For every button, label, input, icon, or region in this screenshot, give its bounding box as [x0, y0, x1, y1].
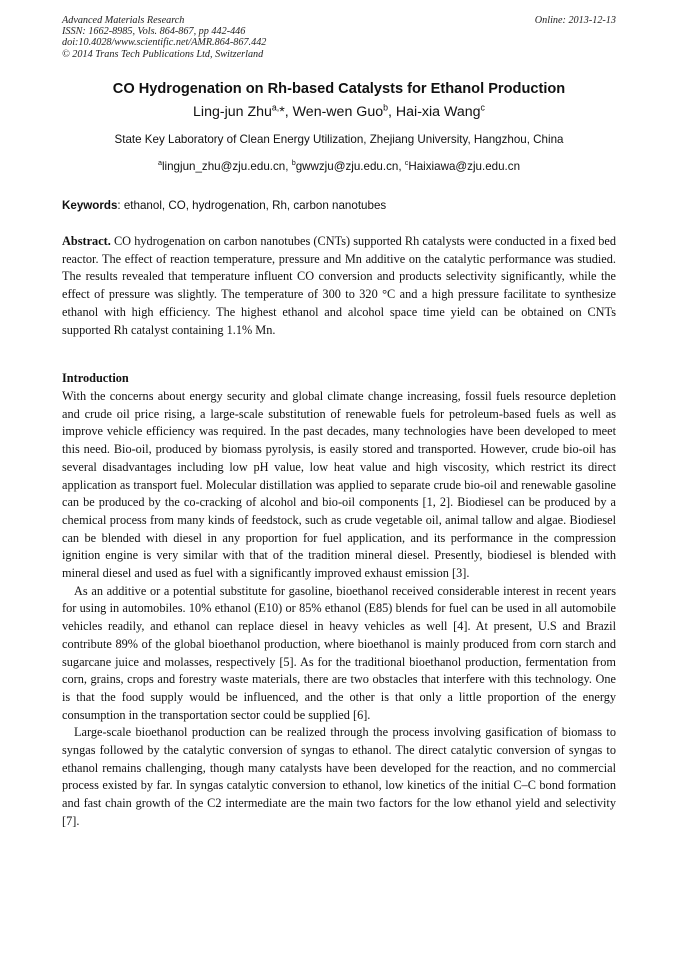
- paragraph: Large-scale bioethanol production can be realized through the process involving gasification of biomass to syngas followed by the catalytic conversion of syngas to ethanol. The direct catalytic conversion of syngas to ethanol remains challenging, though many catalysts have been developed for the reaction, and no commercial process existed by far. In syngas catalytic conversion to ethanol, low kinetics of the initial C–C bond formation and fast chain growth of the C2 intermediate are the main two factors for the low ethanol yield and selectivity [7].: [62, 725, 616, 828]
- email-superscript: b: [291, 158, 296, 168]
- introduction-body: [62, 388, 616, 831]
- author-superscript: b: [383, 102, 389, 113]
- author-list: [0, 104, 678, 120]
- author-name: Wen-wen Guo: [292, 104, 384, 120]
- copyright-line: © 2014 Trans Tech Publications Ltd, Switzerland: [62, 48, 264, 60]
- author-name: Ling-jun Zhu: [193, 104, 272, 120]
- author-name: Hai-xia Wang: [395, 104, 481, 120]
- keywords-text: : ethanol, CO, hydrogenation, Rh, carbon nanotubes: [117, 199, 387, 212]
- paper-title: CO Hydrogenation on Rh-based Catalysts for Ethanol Production: [112, 81, 566, 97]
- affiliation: State Key Laboratory of Clean Energy Utilization, Zhejiang University, Hangzhou, China: [114, 133, 564, 146]
- email-address: Haixiawa@zju.edu.cn: [408, 160, 521, 173]
- introduction-heading: Introduction: [62, 371, 129, 385]
- author-separator: ,: [284, 104, 293, 120]
- online-date: Online: 2013-12-13: [534, 15, 616, 26]
- email-superscript: c: [404, 158, 409, 168]
- author-superscript: c: [480, 102, 485, 113]
- abstract-label: Abstract.: [62, 234, 111, 248]
- keywords: [62, 199, 616, 212]
- corresponding-mark: *: [279, 104, 285, 120]
- keywords-label: Keywords: [62, 199, 118, 212]
- issn-line: ISSN: 1662-8985, Vols. 864-867, pp 442-446: [62, 26, 246, 38]
- email-address: lingjun_zhu@zju.edu.cn,: [161, 160, 292, 173]
- journal-header: [62, 15, 616, 60]
- abstract: [62, 233, 616, 339]
- journal-name: Advanced Materials Research: [62, 15, 185, 26]
- email-address: gwwzju@zju.edu.cn,: [295, 160, 405, 173]
- email-superscript: a: [157, 158, 162, 168]
- author-separator: ,: [388, 104, 396, 120]
- doi-line: doi:10.4028/www.scientific.net/AMR.864-867.442: [62, 37, 267, 49]
- paragraph: As an additive or a potential substitute for gasoline, bioethanol received considerable interest in recent years for using in automobiles. 10% ethanol (E10) or 85% ethanol (E85) blends for fuel can be used in all automobile vehicles readily, and ethanol can replace diesel in heavy vehicles as well [4]. At present, U.S and Brazil contribute 89% of the global bioethanol production, where bioethanol is mainly produced from corn starch and sugarcane juice and molasses, respectively [5]. As for the traditional bioethanol production, fermentation from corn, grains, crops and forestry waste materials, there are two obstacles that interfere with this technology. One is that the food supply would be influenced, and the other is that only a little proportion of the energy consumption in the transportation sector could be supplied [6].: [62, 583, 616, 722]
- email-list: [0, 160, 678, 173]
- paragraph: With the concerns about energy security and global climate change increasing, fossil fuels resource depletion and crude oil price rising, a large-scale substitution of renewable fuels for petroleum-based fuels as well as improve vehicle efficiency was required. In the past decades, many technologies have been developed to meet this need. Bio-oil, produced by biomass pyrolysis, is easily stored and transported. However, crude bio-oil has several disadvantages including low pH value, low heat value and high viscosity, which restrict its direct application as transport fuel. Molecular distillation was applied to separate crude bio-oil and renewable gasoline can be produced by the co-cracking of alcohol and bio-oil components [1, 2]. Biodiesel can be produced by a chemical process from many kinds of feedstock, such as crude vegetable oil, animal tallow and algae. Biodiesel can be blended with diesel in any proportion for fuel application, and its performance in the compression ignition engine is very similar with that of the tradition mineral diesel. Presently, biodiesel is blended with mineral diesel and used as fuel with a significantly improved exhaust emission [3].: [62, 389, 616, 581]
- author-superscript: a,: [271, 102, 280, 113]
- abstract-text: CO hydrogenation on carbon nanotubes (CNTs) supported Rh catalysts were conducted in a fixed bed reactor. The effect of reaction temperature, pressure and Mn additive on the catalytic performance was studied. The results revealed that temperature influent CO conversion and products selectivity significantly, while the effect of pressure was slightly. The temperature of 300 to 320 °C and a high pressure facilitate to synthesize ethanol with high efficiency. The highest ethanol and alcohol space time yield can be obtained on CNTs supported Rh catalyst containing 1.1% Mn.: [62, 234, 616, 337]
